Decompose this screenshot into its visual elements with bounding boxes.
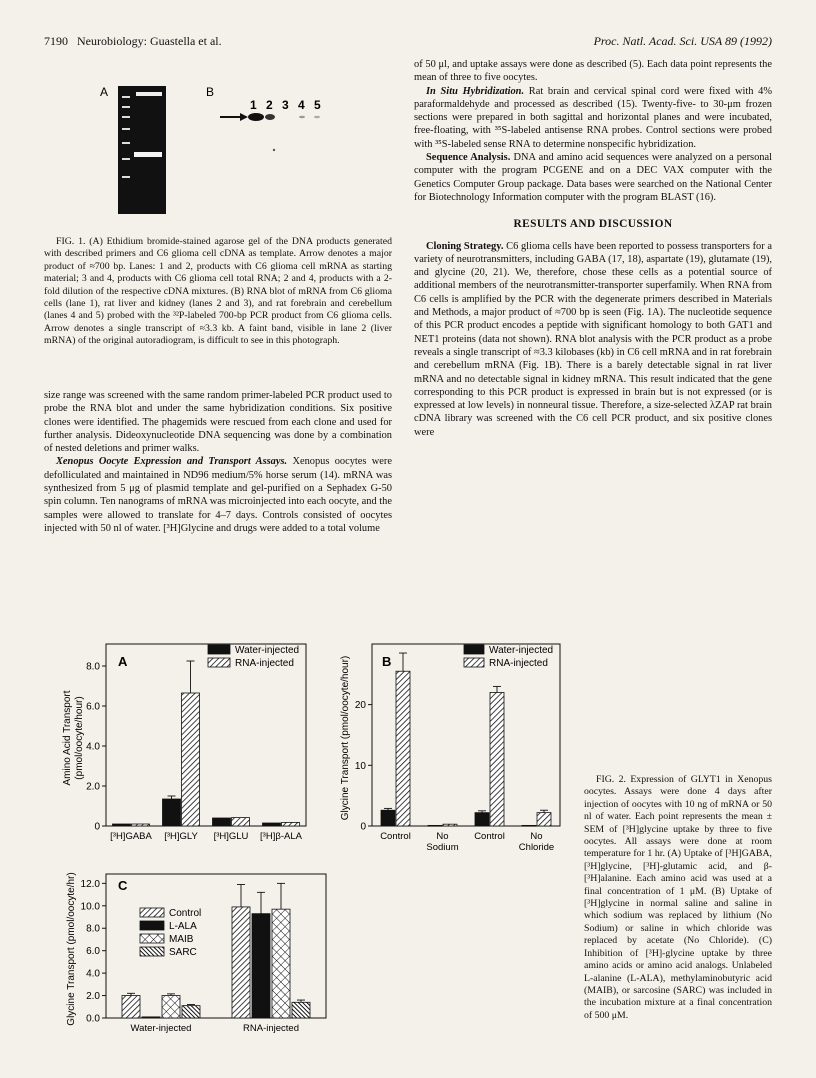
fig1-panel-a-label: A <box>100 85 109 99</box>
blot-band-lane-1 <box>248 113 264 121</box>
x-tick-label: [³H]GLY <box>164 831 198 842</box>
y-tick-label: 20 <box>354 700 366 712</box>
bar-rna-injected <box>490 692 504 826</box>
fig1-lane-labels <box>250 98 321 112</box>
fig1-blot <box>220 113 320 151</box>
panel-label: A <box>118 654 128 669</box>
bar-water-injected <box>213 818 231 826</box>
lane-label: 2 <box>266 98 273 112</box>
figure-1-gel-images <box>84 82 384 232</box>
legend-swatch <box>208 645 230 654</box>
journal-citation: Proc. Natl. Acad. Sci. USA 89 (1992) <box>593 34 772 48</box>
heading-sequence-analysis: Sequence Analysis. <box>426 152 511 164</box>
bar-water-injected <box>475 813 489 826</box>
y-tick-label: 4.0 <box>86 968 100 980</box>
bar-control <box>122 996 140 1018</box>
bar-l-ala <box>252 914 270 1018</box>
figure-2c <box>56 850 346 1046</box>
legend-swatch <box>208 658 230 667</box>
section-heading-results: RESULTS AND DISCUSSION <box>513 218 673 231</box>
blot-band-lane-2 <box>265 114 275 120</box>
right-paragraph-1 <box>414 85 772 151</box>
bar-rna-injected <box>537 813 551 826</box>
bar-water-injected <box>381 810 395 826</box>
bar-rna-injected <box>232 818 250 826</box>
bar-sarc <box>292 1002 310 1018</box>
bar-water-injected <box>163 799 181 826</box>
legend-swatch <box>464 645 484 654</box>
y-tick-label: 0 <box>94 821 100 833</box>
bar-water-injected <box>113 824 131 826</box>
x-tick-label: Water-injected <box>130 1023 192 1034</box>
bar-l-ala <box>142 1017 160 1018</box>
y-tick-label: 0.0 <box>86 1013 100 1025</box>
right-column-text <box>414 58 772 439</box>
figure-1 <box>84 82 384 232</box>
y-tick-label: 8.0 <box>86 923 100 935</box>
figure-2c-chart <box>56 850 346 1046</box>
blot-band-lane-5 <box>314 116 320 118</box>
legend-swatch <box>464 658 484 667</box>
legend-label: Control <box>169 908 202 919</box>
x-tick-label: [³H]GLU <box>213 831 249 842</box>
legend-label: Water-injected <box>235 645 300 656</box>
legend-label: RNA-injected <box>235 658 294 669</box>
y-tick-label: 6.0 <box>86 701 100 713</box>
x-tick-label: [³H]GABA <box>110 831 152 842</box>
right-paragraph-3-text: C6 glioma cells have been reported to possess transporters for a variety of neurotransmitters, including GABA (17, 18), aspartate (19), glutamate (19), and glycine (20, 21). We, therefore, chose these cells as a potential source of additional members of the neurotransmitter-transporter superfamily. When RNA from C6 cells is amplified by the PCR with the degenerate primers described in Materials and Methods, a major product of ≈700 bp is seen (Fig. 1A). The nucleotide sequence of this PCR product encodes a peptide with significant homology to both GAT1 and NET1 proteins (data not shown). RNA blot analysis with the PCR product as a probe reveals a single transcript of ≈3.3 kilobases (kb) in C6 cell mRNA and in rat forebrain and cerebellum mRNA (Fig. 1B). There is a barely detectable signal in rat liver mRNA and no detectable signal in kidney mRNA. This result indicated that the gene corresponding to this PCR product is expressed in brain but is not expressed (or is expressed at low levels) in nonneural tissue. Therefore, a size-selected λZAP rat brain cDNA library was screened with the C6 cell PCR product, and six positive clones were <box>414 240 772 438</box>
panel-label: C <box>118 878 128 893</box>
bar-rna-injected <box>282 822 300 826</box>
x-tick-label: No <box>436 831 449 842</box>
figure-1-caption <box>44 236 392 348</box>
legend-swatch <box>140 934 164 943</box>
lane-label: 4 <box>298 98 305 112</box>
x-tick-label: No <box>530 831 543 842</box>
y-axis-label: Amino Acid Transport <box>62 690 73 786</box>
heading-oocyte-expression: Xenopus Oocyte Expression and Transport Assays. <box>56 456 288 468</box>
y-axis-label: Glycine Transport (pmol/oocyte/hr) <box>66 872 77 1026</box>
legend-label: Water-injected <box>489 645 554 656</box>
legend-label: MAIB <box>169 934 194 945</box>
arrow-head-icon <box>240 113 248 121</box>
y-tick-label: 8.0 <box>86 661 100 673</box>
x-tick-label: Control <box>474 831 505 842</box>
figure-2a <box>56 628 346 850</box>
figure-2b-chart <box>334 628 568 850</box>
figure-2-caption <box>584 774 772 1022</box>
bar-water-injected <box>428 825 442 826</box>
y-tick-label: 12.0 <box>80 878 100 890</box>
blot-band-lane-4 <box>299 116 305 118</box>
y-tick-label: 2.0 <box>86 991 100 1003</box>
y-tick-label: 6.0 <box>86 946 100 958</box>
bar-rna-injected <box>443 824 457 826</box>
left-paragraph-1: size range was screened with the same random primer-labeled PCR product used to probe the RNA blot and under the same hybridization conditions. Six positive clones were identified. The phagemids were rescued from each clone and used for further analysis. Dideoxynucleotide DNA sequencing was done by a combination of nested deletions and primer walks. <box>44 390 392 455</box>
panel-label: B <box>382 654 392 669</box>
y-tick-label: 4.0 <box>86 741 100 753</box>
right-paragraph-3 <box>414 240 772 439</box>
right-paragraph-2 <box>414 151 772 204</box>
y-tick-label: 10.0 <box>80 901 100 913</box>
bar-water-injected <box>263 823 281 826</box>
left-paragraph-2 <box>44 455 392 535</box>
heading-cloning-strategy: Cloning Strategy. <box>426 240 504 252</box>
left-paragraph-2-text: Xenopus oocytes were defolliculated and maintained in ND96 medium/5% horse serum (14). mRNA was synthesized from 5 μg of plasmid template and gel-purified on a Sephadex G-50 spin column. Ten nanograms of mRNA was microinjected into each oocyte, and the samples were allowed to translate for 4–7 days. Controls consisted of oocytes injected with 50 nl of water. [³H]Glycine and drugs were added to a total volume <box>44 456 392 534</box>
right-paragraph-0: of 50 μl, and uptake assays were done as described (5). Each data point represents the mean of three to five oocytes. <box>414 59 772 84</box>
lane-label: 1 <box>250 98 257 112</box>
y-axis-label: (pmol/oocyte/hour) <box>74 696 85 780</box>
bar-rna-injected <box>182 693 200 826</box>
legend-label: RNA-injected <box>489 658 548 669</box>
bar-rna-injected <box>396 671 410 826</box>
fig1-caption-text: FIG. 1. (A) Ethidium bromide-stained agarose gel of the DNA products generated with described primers and C6 glioma cell cDNA as template. Arrow denotes a major product of ≈700 bp. Lanes: 1 and 2, products with C6 glioma cell mRNA as starting material; 3 and 4, products with C6 glioma cell total RNA; 2 and 4, products with a 2-fold dilution of the respective cDNA mixtures. (B) RNA blot of mRNA from C6 glioma cells (lane 1), rat liver and kidney (lanes 2 and 3), and rat forebrain and cerebellum (lanes 4 and 5) probed with the ³²P-labeled 700-bp PCR product from C6 glioma cells. Arrow denotes a single transcript of ≈3.3 kb. A faint band, visible in lane 2 (liver mRNA) of the original autoradiogram, is difficult to see in this photograph. <box>44 236 392 347</box>
running-header <box>44 34 772 50</box>
bar-water-injected <box>522 825 536 826</box>
plot-frame <box>106 644 306 826</box>
bar-sarc <box>182 1006 200 1018</box>
x-tick-label: Chloride <box>518 842 555 850</box>
left-column-text <box>44 389 392 535</box>
lane-label: 3 <box>282 98 289 112</box>
legend-label: SARC <box>169 947 197 958</box>
bar-maib <box>162 996 180 1018</box>
y-axis-label: Glycine Transport (pmol/oocyte/hour) <box>340 655 351 821</box>
legend-swatch <box>140 947 164 956</box>
fig1-gel-photo <box>118 86 166 214</box>
figure-2a-chart <box>56 628 346 850</box>
fig2-caption-text: FIG. 2. Expression of GLYT1 in Xenopus oocytes. Assays were done 4 days after injection of oocytes with 10 ng of mRNA or 50 nl of water. Each point represents the mean ± SEM of [³H]glycine uptake by three to five oocytes. All assays were done at room temperature for 1 hr. (A) Uptake of [³H]GABA, [³H]glycine, [³H]-glutamic acid, and β-[³H]alanine. Each amino acid was used at a final concentration of 1 μM. (B) Uptake of [³H]glycine in normal saline and saline in which sodium was replaced by lithium (No Sodium) or saline in which chloride was replaced by acetate (No Chloride). (C) Inhibition of [³H]-glycine uptake by three amino acids or amino acid analogs. Unlabeled L-alanine (L-ALA), methylaminobutyric acid (MAIB), or sarcosine (SARC) was included in the incubation mixture at a final concentration of 500 μM. <box>584 774 772 1021</box>
page-number: 7190 <box>44 34 68 48</box>
heading-in-situ: In Situ Hybridization. <box>426 85 525 97</box>
right-paragraph-1-text: Rat brain and cervical spinal cord were fixed with 4% paraformaldehyde and processed as described (15). Twenty-five- to 30-μm frozen sections were prepared in both sagittal and horizontal planes and were incubated, free-floating, with ³⁵S-labeled antisense RNA probes. Control sections were probed with ³⁵S-labeled sense RNA to determine nonspecific hybridization. <box>414 85 772 150</box>
x-tick-label: RNA-injected <box>243 1023 299 1034</box>
x-tick-label: Sodium <box>426 842 459 850</box>
header-left <box>44 34 222 49</box>
fig1-panel-b-label: B <box>206 85 215 99</box>
bar-maib <box>272 909 290 1018</box>
legend-swatch <box>140 921 164 930</box>
y-tick-label: 10 <box>354 760 366 772</box>
legend-swatch <box>140 908 164 917</box>
x-tick-label: [³H]β-ALA <box>260 831 302 842</box>
bar-control <box>232 907 250 1018</box>
figure-2b <box>334 628 568 850</box>
running-title: Neurobiology: Guastella et al. <box>77 34 222 48</box>
y-tick-label: 2.0 <box>86 781 100 793</box>
legend-label: L-ALA <box>169 921 197 932</box>
right-paragraph-2-text: DNA and amino acid sequences were analyzed on a personal computer with the program PCGENE and on a DEC VAX computer with the Genetics Computer Group package. Data bases were searched on the National Center for Biotechnology Information computer with the program BLAST (16). <box>414 152 772 203</box>
bar-rna-injected <box>132 824 150 826</box>
lane-label: 5 <box>314 98 321 112</box>
x-tick-label: Control <box>380 831 411 842</box>
y-tick-label: 0 <box>360 821 366 833</box>
